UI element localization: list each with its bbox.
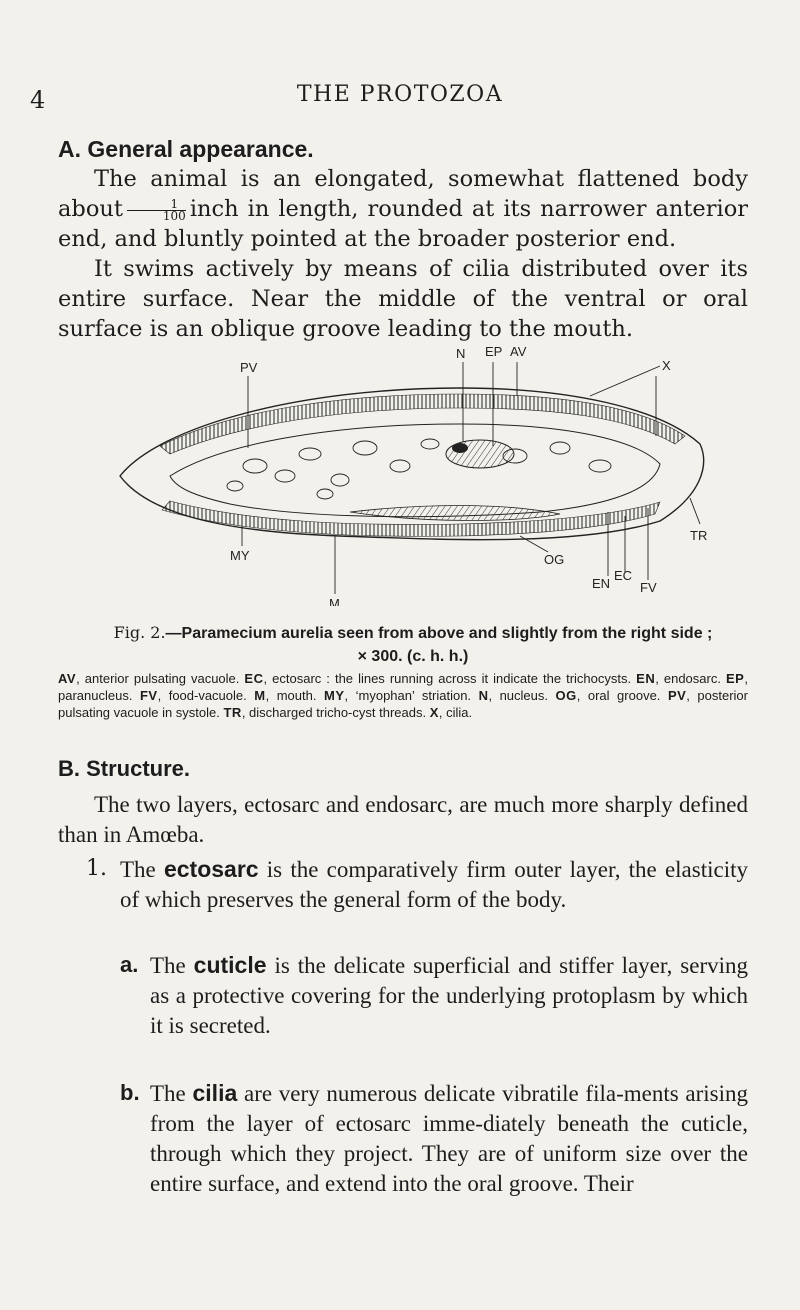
term-ectosarc: ectosarc: [163, 856, 259, 882]
section-a-heading: A. General appearance.: [58, 136, 314, 162]
label-fv: FV: [640, 580, 657, 595]
caption-label: Fig. 2.: [113, 623, 166, 642]
list-item-ectosarc: 1. The ectosarc is the comparatively firm outer layer, the elasticity of which preserves the general form of the body.: [86, 856, 748, 912]
label-ec: EC: [614, 568, 633, 583]
section-b-heading: B. Structure.: [58, 756, 191, 781]
list-marker: a.: [120, 952, 139, 977]
fraction-numerator: 1: [127, 199, 186, 211]
label-n: N: [456, 346, 466, 361]
running-head: THE PROTOZOA: [296, 82, 504, 107]
term-cilia: cilia: [192, 1080, 238, 1106]
p1-text-after: inch in length, rounded at its narrower anterior end, and bluntly pointed at the broader posterior end.: [58, 196, 748, 252]
label-pv: PV: [240, 360, 258, 375]
key-entry: X, cilia.: [429, 705, 473, 720]
paramecium-drawing: [100, 336, 720, 606]
fraction-denominator: 100: [162, 208, 186, 223]
label-og: OG: [544, 552, 565, 567]
key-entry: EN, endosarc.: [636, 671, 727, 686]
caption-text: —Paramecium aurelia seen from above and slightly from the right side ; × 300. (c. h. h.): [165, 625, 713, 665]
label-m: M: [329, 596, 340, 606]
label-en: EN: [592, 576, 611, 591]
label-x: X: [662, 358, 671, 373]
key-entry: TR, discharged tricho-cyst threads.: [223, 705, 430, 720]
label-ep: EP: [485, 344, 503, 359]
key-entry: MY, ‘myophan’ striation.: [324, 688, 479, 703]
section-a-paragraph-2: It swims actively by means of cilia distributed over its entire surface. Near the middle of the ventral or oral surface is an oblique groove leading to the mouth.: [58, 256, 748, 342]
key-entry: EP, paranucleus.: [58, 671, 748, 703]
list-marker: b.: [120, 1080, 140, 1105]
figure-caption: [108, 622, 718, 668]
list-marker: 1.: [86, 856, 107, 881]
p1-text-before: The animal is an elongated, somewhat flattened body about: [58, 166, 748, 222]
key-entry: PV, posterior pulsating vacuole in systole.: [58, 688, 748, 720]
key-entry: N, nucleus.: [478, 688, 556, 703]
figure-key: [58, 670, 748, 721]
label-tr: TR: [690, 528, 708, 543]
label-av: AV: [510, 344, 527, 359]
section-a-paragraph-1: [58, 164, 748, 254]
term-cuticle: cuticle: [193, 952, 267, 978]
key-entry: FV, food-vacuole.: [139, 688, 255, 703]
page-number: 4: [30, 86, 46, 114]
paramecium-figure: [100, 336, 720, 606]
key-entry: EC, ectosarc : the lines running across it indicate the trichocysts.: [244, 671, 637, 686]
list-item-cuticle: a. The cuticle is the delicate superficial and stiffer layer, serving as a protective covering for the underlying protoplasm by which it is secreted.: [120, 952, 748, 1038]
list-item-cilia: b. The cilia are very numerous delicate vibratile fila-ments arising from the layer of ectosarc imme-diately beneath the cuticle, through which they project. They are of uniform size over the entire surface, and extend into the oral groove. Their: [120, 1080, 749, 1196]
section-b-paragraph-1: The two layers, ectosarc and endosarc, are much more sharply defined than in Amœba.: [58, 792, 748, 847]
length-fraction: [127, 196, 186, 223]
key-entry: AV, anterior pulsating vacuole.: [58, 671, 245, 686]
paranucleus-shape: [452, 443, 468, 453]
key-entry: OG, oral groove.: [555, 688, 668, 703]
key-entry: M, mouth.: [254, 688, 324, 703]
label-my: MY: [230, 548, 250, 563]
